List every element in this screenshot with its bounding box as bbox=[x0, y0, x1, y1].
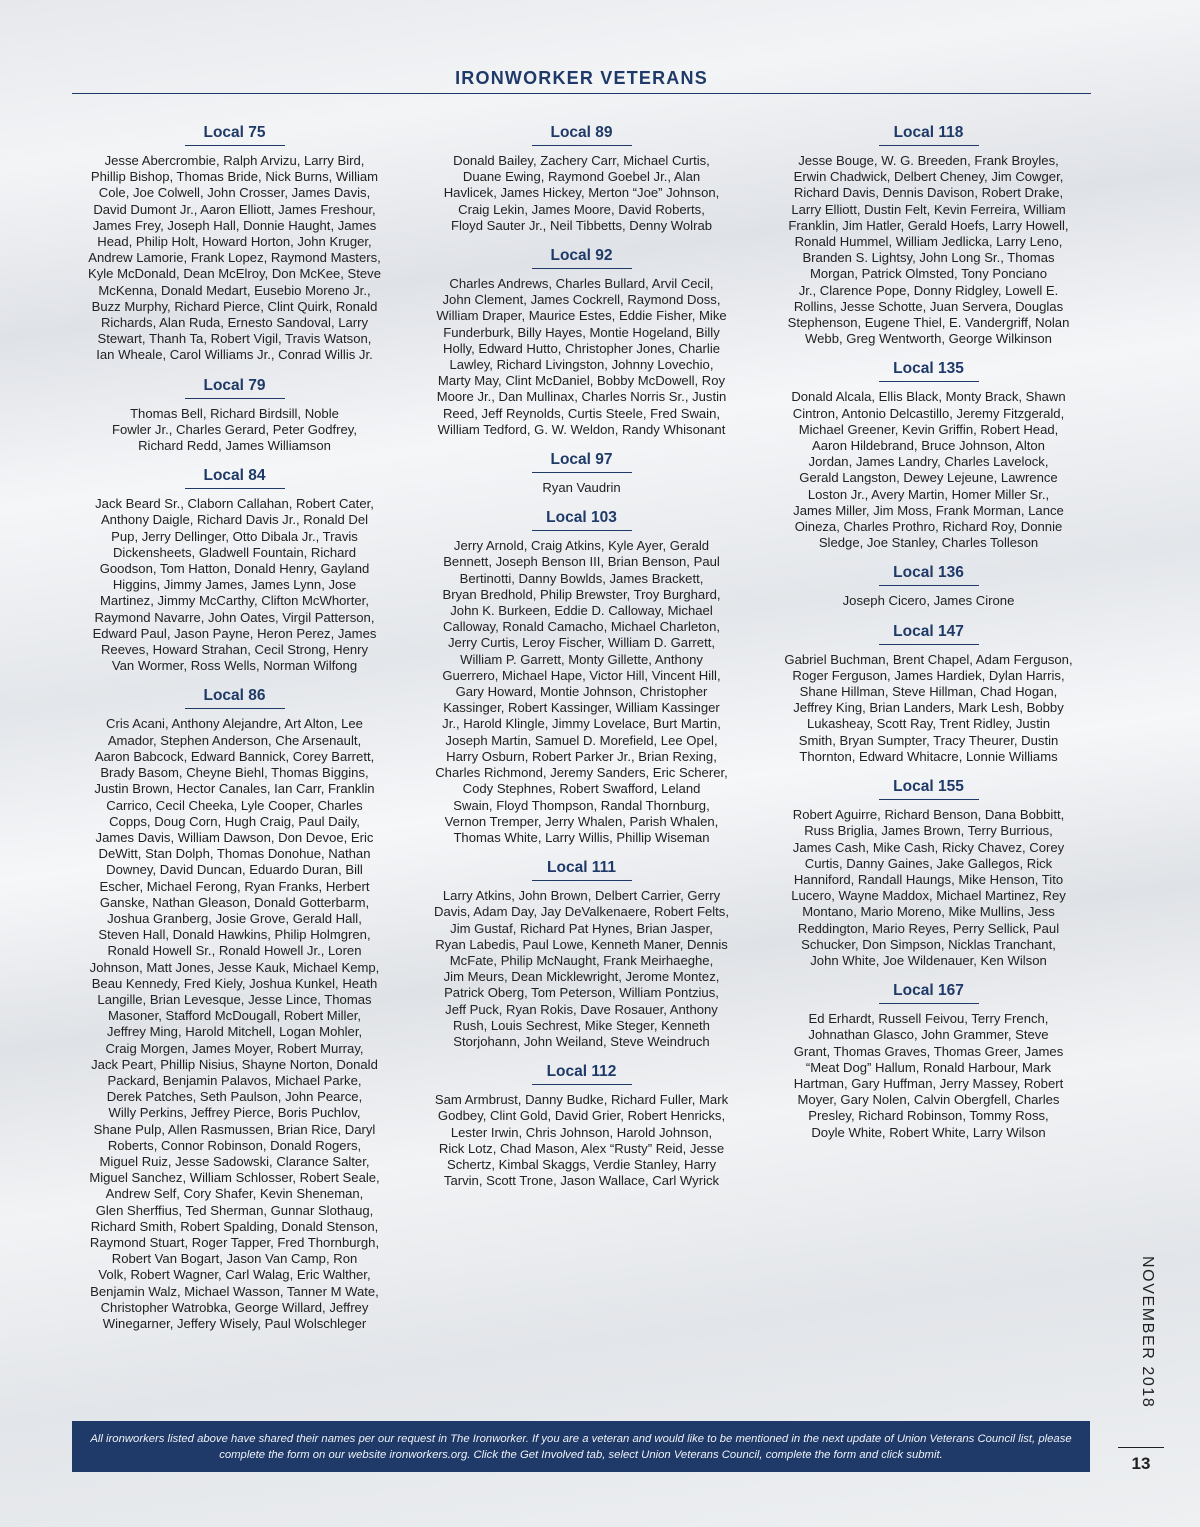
name-line: John Clement, James Cockrell, Raymond Doss, bbox=[442, 292, 721, 308]
name-line: Michael Greener, Kevin Griffin, Robert Head, bbox=[798, 421, 1059, 437]
name-line: Cris Acani, Anthony Alejandre, Art Alton, Lee bbox=[106, 716, 363, 732]
name-line: Volk, Robert Wagner, Carl Walag, Eric Walther, bbox=[98, 1267, 371, 1283]
veteran-names bbox=[72, 406, 397, 455]
name-line: Jack Peart, Phillip Nisius, Shayne Norton, Donald bbox=[91, 1056, 378, 1072]
veteran-names bbox=[72, 716, 397, 1332]
name-line: Higgins, Jimmy James, James Lynn, Jose bbox=[112, 577, 357, 593]
name-line: Gabriel Buchman, Brent Chapel, Adam Ferguson, bbox=[784, 651, 1073, 667]
veteran-names bbox=[419, 538, 744, 846]
name-line: Joshua Granberg, Josie Grove, Gerald Hall, bbox=[107, 910, 362, 926]
column-2 bbox=[419, 120, 744, 1198]
name-line: Calloway, Ronald Camacho, Michael Charleton, bbox=[442, 619, 721, 635]
name-line: Gerald Langston, Dewey Lejeune, Lawrence bbox=[799, 470, 1058, 486]
name-line: Buzz Murphy, Richard Pierce, Clint Quirk, Ronald bbox=[91, 298, 378, 314]
veteran-names bbox=[419, 153, 744, 234]
name-line: McFate, Philip McNaught, Frank Meirhaeghe, bbox=[449, 952, 714, 968]
name-line: Godbey, Clint Gold, David Grier, Robert Henricks, bbox=[437, 1108, 726, 1124]
name-line: Hartman, Gary Huffman, Jerry Massey, Robert bbox=[793, 1075, 1064, 1091]
local-section bbox=[766, 774, 1091, 969]
name-line: Swain, Floyd Thompson, Randal Thornburg, bbox=[453, 797, 710, 813]
local-heading: Local 112 bbox=[532, 1059, 632, 1085]
page-number: 13 bbox=[1131, 1454, 1151, 1473]
name-line: Lucero, Wayne Maddox, Michael Martinez, Rey bbox=[791, 888, 1066, 904]
page-title: IRONWORKER VETERANS bbox=[455, 68, 708, 88]
name-line: Jeffrey King, Brian Landers, Mark Lesh, Bobby bbox=[793, 700, 1064, 716]
name-line: Thomas White, Larry Willis, Phillip Wiseman bbox=[453, 829, 710, 845]
name-line: Kassinger, Robert Kassinger, William Kassinger bbox=[443, 700, 720, 716]
page-number-block bbox=[1118, 1447, 1164, 1474]
name-line: Shane Hillman, Steve Hillman, Chad Hogan, bbox=[799, 684, 1058, 700]
local-section bbox=[72, 463, 397, 674]
name-line: Reddington, Mario Reyes, Perry Sellick, Paul bbox=[797, 920, 1060, 936]
veteran-names bbox=[419, 480, 744, 496]
local-section bbox=[419, 447, 744, 496]
name-line: William Draper, Maurice Estes, Eddie Fisher, Mike bbox=[436, 308, 727, 324]
veteran-names bbox=[766, 153, 1091, 347]
name-line: Grant, Thomas Graves, Thomas Greer, James bbox=[793, 1043, 1064, 1059]
name-line: Jesse Abercrombie, Ralph Arvizu, Larry Bird, bbox=[104, 153, 365, 168]
name-line: Raymond Stuart, Roger Tapper, Fred Thornburgh, bbox=[89, 1234, 380, 1250]
local-heading: Local 84 bbox=[185, 463, 285, 489]
name-line: Shane Pulp, Allen Rasmussen, Brian Rice, Daryl bbox=[93, 1121, 376, 1137]
local-heading: Local 103 bbox=[532, 505, 632, 531]
name-line: Schertz, Kimbal Skaggs, Verdie Stanley, Harry bbox=[446, 1156, 717, 1172]
local-section bbox=[766, 120, 1091, 347]
name-line: Cintron, Antonio Delcastillo, Jeremy Fitzgerald, bbox=[792, 405, 1065, 421]
name-line: Langille, Brian Levesque, Jesse Lince, Thomas bbox=[97, 991, 372, 1007]
local-section bbox=[766, 356, 1091, 551]
local-section bbox=[419, 855, 744, 1050]
name-line: Amador, Stephen Anderson, Che Arsenault, bbox=[107, 732, 362, 748]
name-line: Donald Alcala, Ellis Black, Monty Brack, Shawn bbox=[791, 389, 1066, 405]
name-line: Jeff Puck, Ryan Rokis, Dave Rosauer, Anthony bbox=[445, 1001, 718, 1017]
name-line: Webb, Greg Wentworth, George Wilkinson bbox=[805, 331, 1052, 347]
name-line: Moore Jr., Dan Mullinax, Charles Norris Sr., Justin bbox=[436, 389, 727, 405]
local-heading: Local 136 bbox=[879, 560, 979, 586]
local-heading: Local 147 bbox=[879, 619, 979, 645]
name-line: Craig Lekin, James Moore, David Roberts, bbox=[458, 201, 705, 217]
name-line: Bertinotti, Danny Bowlds, James Brackett, bbox=[459, 570, 704, 586]
name-line: Thomas Bell, Richard Birdsill, Noble bbox=[130, 405, 339, 421]
name-line: Davis, Adam Day, Jay DeValkenaere, Robert Felts, bbox=[434, 904, 729, 920]
name-line: Guerrero, Michael Hape, Victor Hill, Vincent Hill, bbox=[442, 667, 721, 683]
name-line: Johnathan Glasco, John Grammer, Steve bbox=[808, 1027, 1049, 1043]
name-line: Jim Gustaf, Richard Pat Hynes, Brian Jasper, bbox=[450, 920, 713, 936]
name-line: James Cash, Mike Cash, Ricky Chavez, Corey bbox=[792, 839, 1065, 855]
local-section bbox=[419, 505, 744, 846]
veteran-names bbox=[766, 1011, 1091, 1141]
name-line: Richard Smith, Robert Spalding, Donald Stenson, bbox=[90, 1218, 379, 1234]
veteran-names bbox=[72, 153, 397, 364]
name-line: Joseph Martin, Samuel D. Morefield, Lee Opel, bbox=[445, 732, 718, 748]
local-section bbox=[766, 560, 1091, 609]
name-line: Jr., Harold Klingle, Jimmy Lovelace, Burt Martin, bbox=[442, 716, 721, 732]
column-3 bbox=[766, 120, 1091, 1150]
veteran-names bbox=[419, 1092, 744, 1189]
name-line: Ryan Vaudrin bbox=[542, 480, 621, 496]
name-line: Moyer, Gary Nolen, Calvin Obergfell, Charles bbox=[797, 1092, 1060, 1108]
name-line: Erwin Chadwick, Delbert Cheney, Jim Cowger, bbox=[793, 169, 1064, 185]
name-line: William P. Garrett, Monty Gillette, Anthony bbox=[460, 651, 703, 667]
name-line: Winegarner, Jeffery Wisely, Paul Wolschleger bbox=[102, 1316, 367, 1331]
name-line: Jack Beard Sr., Claborn Callahan, Robert Cater, bbox=[95, 496, 374, 512]
name-line: Andrew Lamorie, Frank Lopez, Raymond Masters, bbox=[88, 250, 381, 266]
name-line: Lukasheay, Scott Ray, Trent Ridley, Justin bbox=[806, 716, 1051, 732]
name-line: Craig Morgen, James Moyer, Robert Murray, bbox=[105, 1040, 364, 1056]
name-line: Goodson, Tom Hatton, Donald Henry, Gayland bbox=[99, 561, 370, 577]
local-heading: Local 97 bbox=[532, 447, 632, 473]
name-line: Havlicek, James Hickey, Merton “Joe” Johnson, bbox=[443, 185, 720, 201]
name-line: Benjamin Walz, Michael Wasson, Tanner M Wate, bbox=[90, 1283, 379, 1299]
veteran-names bbox=[766, 652, 1091, 765]
name-line: Miguel Sanchez, William Schlosser, Robert Seale, bbox=[89, 1170, 380, 1186]
name-line: Marty May, Clint McDaniel, Bobby McDowell, Roy bbox=[437, 373, 726, 389]
name-line: Harry Osburn, Robert Parker Jr., Brian Rexing, bbox=[446, 748, 717, 764]
name-line: Pup, Jerry Dellinger, Otto Dibala Jr., Travis bbox=[111, 528, 358, 544]
name-line: Steven Hall, Donald Hawkins, Philip Holmgren, bbox=[98, 927, 371, 943]
name-line: Glen Sherffius, Ted Sherman, Gunnar Slothaug, bbox=[95, 1202, 374, 1218]
veteran-names bbox=[766, 389, 1091, 551]
name-line: Masoner, Stafford McDougall, Robert Miller, bbox=[107, 1008, 361, 1024]
veteran-names bbox=[72, 496, 397, 674]
name-line: Ian Wheale, Carol Williams Jr., Conrad Willis Jr. bbox=[96, 347, 373, 363]
name-line: Johnson, Matt Jones, Jesse Kauk, Michael Kemp, bbox=[89, 959, 380, 975]
name-line: Hanniford, Randall Haungs, Mike Henson, Tito bbox=[793, 871, 1064, 887]
name-line: Oineza, Charles Prothro, Richard Roy, Donnie bbox=[794, 519, 1063, 535]
name-line: Sledge, Joe Stanley, Charles Tolleson bbox=[818, 535, 1039, 551]
name-line: Bennett, Joseph Benson III, Brian Benson, Paul bbox=[443, 554, 720, 570]
local-heading: Local 86 bbox=[185, 683, 285, 709]
name-line: Jerry Arnold, Craig Atkins, Kyle Ayer, Gerald bbox=[453, 538, 710, 554]
name-line: Richard Redd, James Williamson bbox=[138, 438, 331, 454]
name-line: Loston Jr., Avery Martin, Homer Miller Sr., bbox=[807, 486, 1050, 502]
name-line: Packard, Benjamin Palavos, Michael Parke, bbox=[107, 1072, 362, 1088]
name-line: Cole, Joe Colwell, John Crosser, James Davis, bbox=[98, 185, 371, 201]
name-line: Fowler Jr., Charles Gerard, Peter Godfrey, bbox=[112, 421, 357, 437]
name-line: Jordan, James Landry, Charles Lavelock, bbox=[808, 454, 1049, 470]
footer-note: All ironworkers listed above have shared their names per our request in The Ironworker. If you are a veteran and would like to be mentioned in the next update of Union Veterans Council list, please complete the form on our website ironworkers.org. Click the Get Involved tab, select Union Veterans Council, complete the form and click submit. bbox=[72, 1421, 1090, 1472]
local-section bbox=[766, 978, 1091, 1141]
name-line: Cody Stephnes, Robert Swafford, Leland bbox=[462, 781, 701, 797]
name-line: Jr., Clarence Pope, Donny Ridgley, Lowell E. bbox=[798, 282, 1059, 298]
name-line: Bryan Bredhold, Philip Brewster, Troy Burghard, bbox=[442, 586, 721, 602]
name-line: Ronald Hummel, William Jedlicka, Larry Leno, bbox=[794, 234, 1063, 250]
name-line: Stephenson, Eugene Thiel, E. Vandergriff, Nolan bbox=[787, 315, 1070, 331]
name-line: Larry Elliott, Dustin Felt, Kevin Ferreira, William bbox=[791, 201, 1066, 217]
name-line: Roger Ferguson, James Hardiek, Dylan Harris, bbox=[792, 667, 1065, 683]
name-line: Jeffrey Ming, Harold Mitchell, Logan Mohler, bbox=[106, 1024, 363, 1040]
name-line: Kyle McDonald, Dean McElroy, Don McKee, Steve bbox=[87, 266, 382, 282]
name-line: Funderburk, Billy Hayes, Montie Hogeland, Billy bbox=[443, 324, 720, 340]
name-line: Derek Patches, Seth Paulson, John Pearce, bbox=[106, 1089, 363, 1105]
local-heading: Local 75 bbox=[185, 120, 285, 146]
name-line: Rush, Louis Sechrest, Mike Steger, Kenneth bbox=[453, 1017, 710, 1033]
name-line: Russ Briglia, James Brown, Terry Burrious, bbox=[804, 823, 1053, 839]
name-line: Duane Ewing, Raymond Goebel Jr., Alan bbox=[462, 169, 701, 185]
name-line: Escher, Michael Ferong, Ryan Franks, Herbert bbox=[99, 878, 370, 894]
name-line: Rollins, Jesse Schotte, Juan Servera, Douglas bbox=[793, 298, 1064, 314]
name-line: Andrew Self, Cory Shafer, Kevin Sheneman, bbox=[105, 1186, 364, 1202]
name-line: Storjohann, John Weiland, Steve Weindruch bbox=[453, 1033, 710, 1049]
name-line: Presley, Richard Robinson, Tommy Ross, bbox=[808, 1108, 1049, 1124]
name-line: Vernon Tremper, Jerry Whalen, Parish Whalen, bbox=[444, 813, 719, 829]
name-line: Ryan Labedis, Paul Lowe, Kenneth Maner, Dennis bbox=[435, 936, 728, 952]
name-line: Martinez, Jimmy McCarthy, Clifton McWhorter, bbox=[100, 593, 369, 609]
name-line: Justin Brown, Hector Canales, Ian Carr, Franklin bbox=[94, 781, 375, 797]
name-line: David Dumont Jr., Aaron Elliott, James Freshour, bbox=[93, 201, 376, 217]
name-line: Schucker, Don Simpson, Nicklas Tranchant, bbox=[801, 936, 1056, 952]
local-heading: Local 118 bbox=[879, 120, 979, 146]
name-line: Richards, Alan Ruda, Ernesto Sandoval, Larry bbox=[100, 315, 369, 331]
name-line: Raymond Navarre, John Oates, Virgil Patterson, bbox=[94, 609, 375, 625]
name-line: William Tedford, G. W. Weldon, Randy Whisonant bbox=[437, 421, 726, 437]
name-line: Van Wormer, Ross Wells, Norman Wilfong bbox=[111, 658, 358, 674]
name-line: Stewart, Thanh Ta, Robert Vigil, Travis Watson, bbox=[97, 331, 372, 347]
name-line: Patrick Oberg, Tom Peterson, William Pontzius, bbox=[444, 985, 719, 1001]
name-line: Dickensheets, Gladwell Fountain, Richard bbox=[112, 544, 357, 560]
name-line: Jim Meurs, Dean Micklewright, Jerome Montez, bbox=[443, 969, 720, 985]
name-line: Morgan, Patrick Olmsted, Tony Ponciano bbox=[809, 266, 1047, 282]
name-line: McKenna, Donald Medart, Eusebio Moreno Jr., bbox=[98, 282, 371, 298]
local-heading: Local 79 bbox=[185, 373, 285, 399]
name-line: Richard Davis, Dennis Davison, Robert Drake, bbox=[793, 185, 1064, 201]
name-line: Ed Erhardt, Russell Feivou, Terry French, bbox=[808, 1011, 1049, 1027]
local-heading: Local 135 bbox=[879, 356, 979, 382]
local-section bbox=[766, 619, 1091, 765]
name-line: Beau Kennedy, Fred Kiely, Joshua Kunkel, Heath bbox=[91, 975, 378, 991]
name-line: Brady Basom, Cheyne Biehl, Thomas Biggins, bbox=[100, 765, 369, 781]
name-line: Lawley, Richard Livingston, Johnny Lovechio, bbox=[449, 357, 714, 373]
name-line: Montano, Mario Moreno, Mike Mullins, Jess bbox=[802, 904, 1055, 920]
local-heading: Local 92 bbox=[532, 243, 632, 269]
name-line: Anthony Daigle, Richard Davis Jr., Ronald Del bbox=[100, 512, 369, 528]
name-line: Roberts, Connor Robinson, Donald Rogers, bbox=[107, 1137, 362, 1153]
local-section bbox=[72, 373, 397, 455]
name-line: John White, Joe Wildenauer, Ken Wilson bbox=[810, 952, 1047, 968]
name-line: James Davis, William Dawson, Don Devoe, Eric bbox=[95, 829, 374, 845]
name-line: Edward Paul, Jason Payne, Heron Perez, James bbox=[92, 625, 377, 641]
column-1 bbox=[72, 120, 397, 1341]
name-line: Head, Philip Holt, Howard Horton, John Kruger, bbox=[97, 234, 372, 250]
name-line: Copps, Doug Corn, Hugh Craig, Paul Daily, bbox=[109, 813, 360, 829]
local-section bbox=[72, 683, 397, 1332]
local-section bbox=[419, 1059, 744, 1189]
name-line: Christopher Watrobka, George Willard, Jeffrey bbox=[100, 1299, 369, 1315]
name-line: Robert Aguirre, Richard Benson, Dana Bobbitt, bbox=[792, 807, 1065, 823]
name-line: Branden S. Lightsy, John Long Sr., Thomas bbox=[802, 250, 1055, 266]
name-line: Ganske, Nathan Gleason, Donald Gotterbarm, bbox=[99, 894, 370, 910]
name-line: Franklin, Jim Hatler, Gerald Hoefs, Larry Howell, bbox=[788, 217, 1069, 233]
name-line: Rick Lotz, Chad Mason, Alex “Rusty” Reid, Jesse bbox=[438, 1140, 725, 1156]
name-line: Charles Andrews, Charles Bullard, Arvil Cecil, bbox=[449, 276, 714, 292]
local-heading: Local 89 bbox=[532, 120, 632, 146]
name-line: “Meat Dog” Hallum, Ronald Harbour, Mark bbox=[805, 1059, 1052, 1075]
page-header bbox=[72, 68, 1091, 94]
name-line: Miguel Ruiz, Jesse Sadowski, Clarance Salter, bbox=[99, 1153, 370, 1169]
name-line: Donald Bailey, Zachery Carr, Michael Curtis, bbox=[453, 153, 710, 168]
name-line: Phillip Bishop, Thomas Bride, Nick Burns, William bbox=[90, 169, 379, 185]
name-line: Curtis, Danny Gaines, Jake Gallegos, Rick bbox=[804, 855, 1053, 871]
name-line: Smith, Bryan Sumpter, Tracy Theurer, Dustin bbox=[798, 732, 1059, 748]
issue-date-label: NOVEMBER 2018 bbox=[1139, 1256, 1156, 1409]
local-heading: Local 167 bbox=[879, 978, 979, 1004]
name-line: John K. Burkeen, Eddie D. Calloway, Michael bbox=[450, 603, 713, 619]
local-section bbox=[419, 120, 744, 234]
name-line: Ronald Howell Sr., Ronald Howell Jr., Loren bbox=[107, 943, 362, 959]
veteran-names bbox=[419, 888, 744, 1050]
name-line: Holly, Edward Hutto, Christopher Jones, Charlie bbox=[442, 340, 721, 356]
name-line: Aaron Hildebrand, Bruce Johnson, Alton bbox=[812, 438, 1045, 454]
name-line: Jerry Curtis, Leroy Fischer, William D. Garrett, bbox=[447, 635, 715, 651]
name-line: Robert Van Bogart, Jason Van Camp, Ron bbox=[111, 1251, 358, 1267]
veteran-names bbox=[419, 276, 744, 438]
name-line: Larry Atkins, John Brown, Delbert Carrier, Gerry bbox=[442, 888, 721, 904]
name-line: Downey, David Duncan, Eduardo Duran, Bill bbox=[106, 862, 363, 878]
name-line: Lester Irwin, Chris Johnson, Harold Johnson, bbox=[450, 1124, 713, 1140]
name-line: Joseph Cicero, James Cirone bbox=[842, 593, 1015, 609]
name-line: James Miller, Jim Moss, Frank Morman, Lance bbox=[793, 502, 1064, 518]
local-heading: Local 155 bbox=[879, 774, 979, 800]
local-section bbox=[72, 120, 397, 364]
veteran-names bbox=[766, 593, 1091, 609]
name-line: DeWitt, Stan Dolph, Thomas Donohue, Nathan bbox=[98, 846, 371, 862]
local-heading: Local 111 bbox=[532, 855, 632, 881]
name-line: Charles Richmond, Jeremy Sanders, Eric Scherer, bbox=[435, 765, 728, 781]
name-line: Doyle White, Robert White, Larry Wilson bbox=[811, 1124, 1046, 1140]
name-line: Reed, Jeff Reynolds, Curtis Steele, Fred Swain, bbox=[442, 405, 721, 421]
veteran-names bbox=[766, 807, 1091, 969]
name-line: Jesse Bouge, W. G. Breeden, Frank Broyles, bbox=[798, 153, 1059, 168]
name-line: James Frey, Joseph Hall, Donnie Haught, James bbox=[92, 217, 377, 233]
name-line: Floyd Sauter Jr., Neil Tibbetts, Denny Wolrab bbox=[450, 217, 713, 233]
name-line: Carrico, Cecil Cheeka, Lyle Cooper, Charles bbox=[106, 797, 363, 813]
name-line: Aaron Babcock, Edward Bannick, Corey Barrett, bbox=[94, 748, 375, 764]
local-section bbox=[419, 243, 744, 438]
name-line: Tarvin, Scott Trone, Jason Wallace, Carl Wyrick bbox=[443, 1173, 720, 1189]
name-line: Willy Perkins, Jeffrey Pierce, Boris Puchlov, bbox=[108, 1105, 361, 1121]
name-line: Gary Howard, Montie Johnson, Christopher bbox=[455, 684, 708, 700]
name-line: Thornton, Edward Whitacre, Lonnie Williams bbox=[799, 748, 1058, 764]
name-line: Sam Armbrust, Danny Budke, Richard Fuller, Mark bbox=[434, 1092, 729, 1108]
name-line: Reeves, Howard Strahan, Cecil Strong, Henry bbox=[100, 642, 369, 658]
